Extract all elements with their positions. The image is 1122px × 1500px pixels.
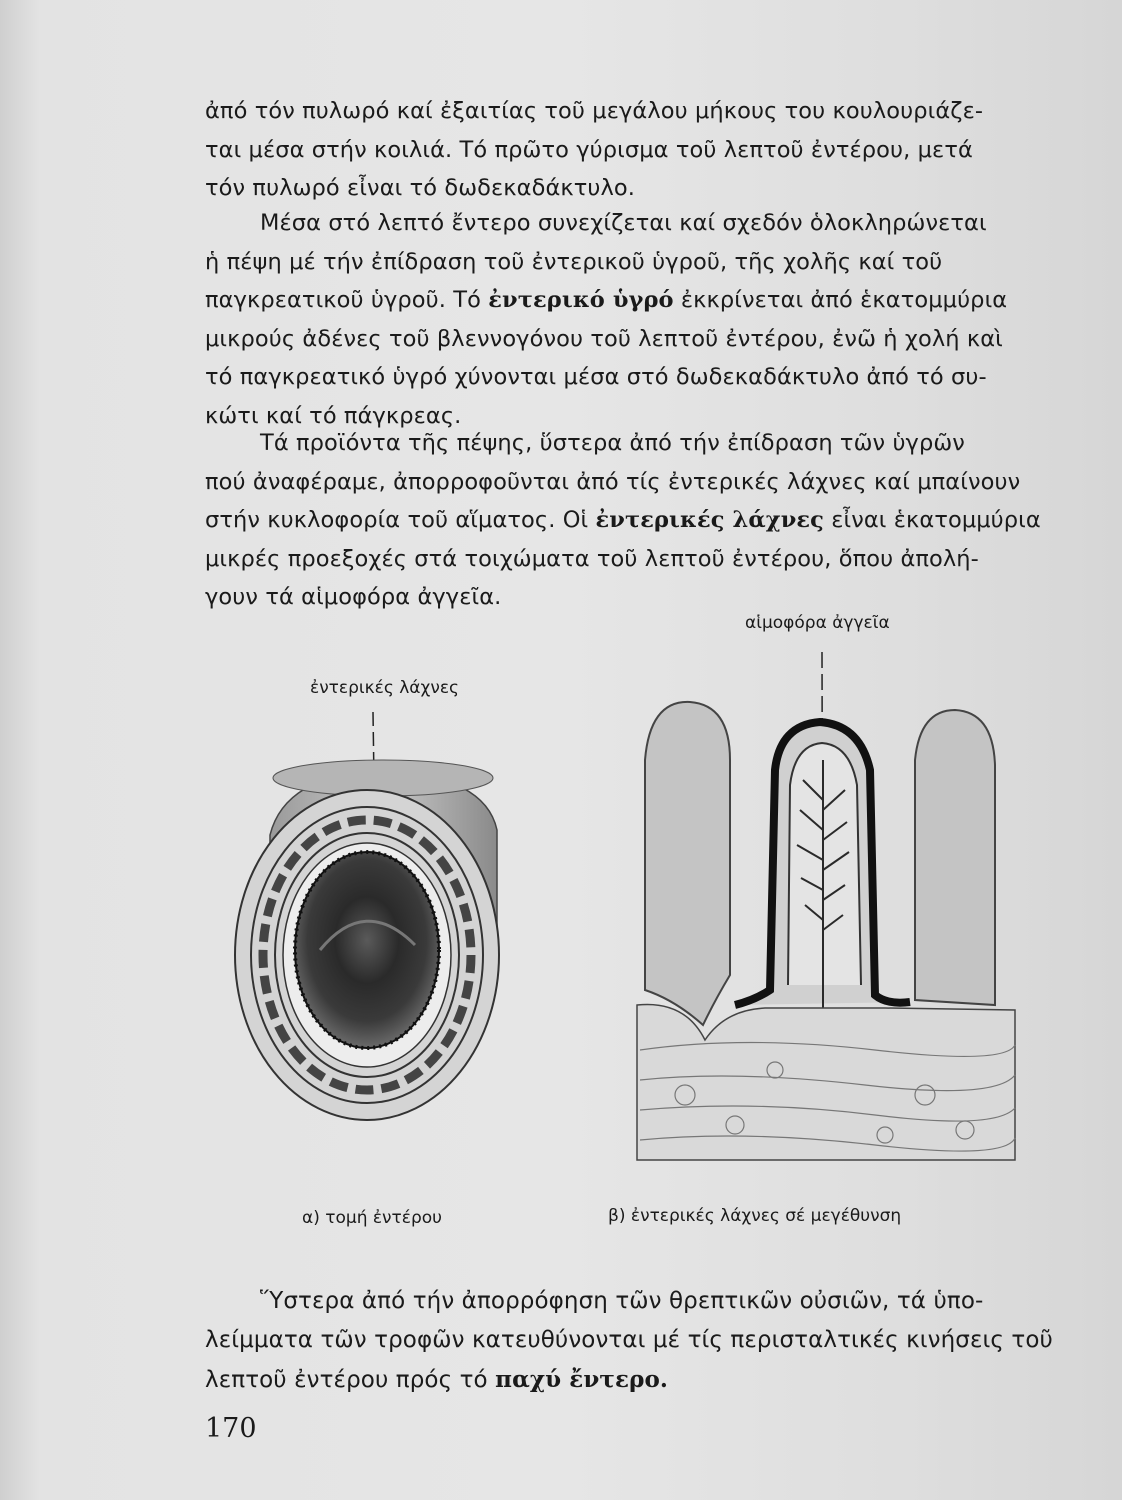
text-line: Μέσα στό λεπτό ἔντερο συνεχίζεται καί σχεδόν ὁλοκληρώνεται (260, 210, 987, 236)
label-blood-vessels: αἱμοφόρα ἀγγεῖα (745, 613, 890, 633)
bold-term: ἐντερικό ὑγρό (488, 287, 674, 313)
caption-b: β) ἐντερικές λάχνες σέ μεγέθυνση (608, 1206, 902, 1226)
paragraph-3 (205, 424, 1045, 617)
text-line: τό παγκρεατικό ὑγρό χύνονται μέσα στό δωδεκαδάκτυλο ἀπό τό συ- (205, 364, 987, 390)
text-line: ἀπό τόν πυλωρό καί ἐξαιτίας τοῦ μεγάλου μήκους του κουλουριάζε- (205, 98, 984, 124)
text-line: μικρούς ἀδένες τοῦ βλεννογόνου τοῦ λεπτοῦ ἐντέρου, ἐνῶ ἡ χολή καὶ (205, 325, 1003, 352)
label-intestinal-villi: ἐντερικές λάχνες (310, 678, 459, 698)
paragraph-2 (205, 204, 1045, 435)
intestine-cross-section-illustration (225, 700, 535, 1140)
paragraph-4 (205, 1282, 1053, 1400)
text-line: λεπτοῦ ἐντέρου πρός τό παχύ ἔντερο. (205, 1366, 669, 1393)
text-line: πού ἀναφέραμε, ἀπορροφοῦνται ἀπό τίς ἐντερικές λάχνες καί μπαίνουν (205, 468, 1021, 495)
text-line: κώτι καί τό πάγκρεας. (205, 402, 462, 429)
text-line: παγκρεατικοῦ ὑγροῦ. Τό ἐντερικό ὑγρό ἐκκρίνεται ἀπό ἑκατομμύρια (205, 287, 1008, 313)
bold-term: ἐντερικές λάχνες (595, 507, 824, 533)
text-line: Τά προϊόντα τῆς πέψης, ὕστερα ἀπό τήν ἐπίδραση τῶν ὑγρῶν (260, 430, 965, 456)
text-line: ἡ πέψη μέ τήν ἐπίδραση τοῦ ἐντερικοῦ ὑγροῦ, τῆς χολῆς καί τοῦ (205, 248, 943, 275)
text-line: Ὕστερα ἀπό τήν ἀπορρόφηση τῶν θρεπτικῶν οὐσιῶν, τά ὑπο- (260, 1288, 984, 1314)
paragraph-1 (205, 92, 1045, 208)
text-line: λείμματα τῶν τροφῶν κατευθύνονται μέ τίς περισταλτικές κινήσεις τοῦ (205, 1327, 1053, 1353)
text-line: μικρές προεξοχές στά τοιχώματα τοῦ λεπτοῦ ἐντέρου, ὅπου ἀπολή- (205, 545, 979, 572)
text-line: τόν πυλωρό εἶναι τό δωδεκαδάκτυλο. (205, 175, 636, 201)
bold-term: παχύ ἔντερο. (495, 1366, 669, 1393)
villi-magnified-illustration (625, 640, 1025, 1180)
caption-a: α) τομή ἐντέρου (302, 1208, 443, 1228)
text-line: στήν κυκλοφορία τοῦ αἵματος. Οἱ ἐντερικές λάχνες εἶναι ἑκατομμύρια (205, 507, 1041, 533)
text-line: γουν τά αἱμοφόρα ἀγγεῖα. (205, 584, 502, 610)
text-line: ται μέσα στήν κοιλιά. Τό πρῶτο γύρισμα τοῦ λεπτοῦ ἐντέρου, μετά (205, 136, 973, 163)
page-number: 170 (205, 1413, 257, 1444)
